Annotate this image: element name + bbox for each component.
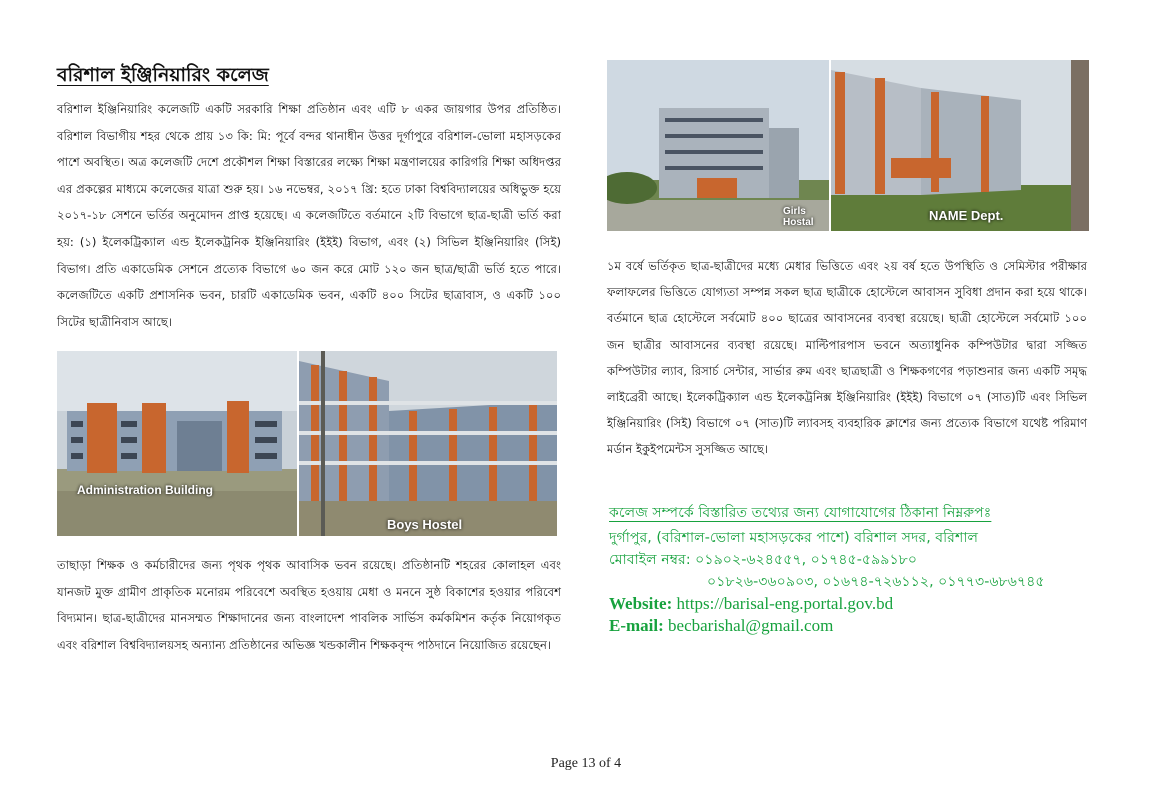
facilities-paragraph: তাছাড়া শিক্ষক ও কর্মচারীদের জন্য পৃথক পৃথক আবাসিক ভবন রয়েছে। প্রতিষ্ঠানটি শহরের কোলাহল এবং যানজট মুক্ত গ্রামীণ প্রাকৃতিক মনোরম পরিবেশে অবস্থিত হওয়ায় মেধা ও মননে সুষ্ঠ বিকাশের হওয়ার পরিবেশ বিদ্যমান। ছাত্র-ছাত্রীদের মানসম্মত শিক্ষাদানের জন্য বাংলাদেশ পাবলিক সার্ভিস কর্মকমিশন কর্তৃক নিয়োগকৃত এবং বরিশাল বিশ্ববিদ্যালয়সহ অন্যান্য প্রতিষ্ঠানের অভিজ্ঞ খন্ডকালীন শিক্ষকবৃন্দ পাঠদানে নিয়োজিত রয়েছেন। xyxy=(57,558,561,652)
mobile-label: মোবাইল নম্বর: xyxy=(609,552,691,568)
website-row xyxy=(609,593,1079,615)
photo-caption-administration: Administration Building xyxy=(77,483,213,498)
email-link[interactable]: becbarishal@gmail.com xyxy=(668,616,834,635)
photo-caption-boys-hostel: Boys Hostel xyxy=(387,517,463,533)
contact-mobile-row xyxy=(609,549,1079,571)
intro-paragraph: বরিশাল ইঞ্জিনিয়ারিং কলেজটি একটি সরকারি শিক্ষা প্রতিষ্ঠান এবং এটি ৮ একর জায়গার উপর প্রতিষ্ঠিত। বরিশাল বিভাগীয় শহর থেকে প্রায় ১৩ কি: মি: পূর্বে বন্দর থানাধীন উত্তর দূর্গাপুরে বরিশাল-ভোলা মহাসড়কের পাশে অবস্থিত। অত্র কলেজটি দেশে প্রকৌশল শিক্ষা বিস্তারের লক্ষ্যে শিক্ষা মন্ত্রণালয়ের কারিগরি শিক্ষা অধিদপ্তর এর প্রকল্পের মাধ্যমে কলেজের যাত্রা শুরু হয়। ১৬ নভেম্বর, ২০১৭ খ্রি: হতে ঢাকা বিশ্ববিদ্যালয়ের অধিভুক্ত হয়ে ২০১৭-১৮ সেশনে ভর্তির অনুমোদন প্রাপ্ত হয়েছে। এ কলেজটিতে বর্তমানে ২টি বিভাগে ছাত্র-ছাত্রী ভর্তি করা হয়: (১) ইলেকট্রিক্যাল এন্ড ইলেকট্রনিক ইঞ্জিনিয়ারিং (ইইই) বিভাগ, এবং (২) সিভিল ইঞ্জিনিয়ারিং (সিই) বিভাগ। প্রতি একাডেমিক সেশনে প্রত্যেক বিভাগে ৬০ জন করে মোট ১২০ জন ছাত্র/ছাত্রী ভর্তি হতে পারে। কলেজটিতে একটি প্রশাসনিক ভবন, চারটি একাডেমিক ভবন, একটি ৪০০ সিটের ছাত্রাবাস, ও একটি ১০০ সিটের ছাত্রীনিবাস আছে। xyxy=(57,102,561,329)
girls-hostel-photo xyxy=(607,60,829,231)
photo-row-left xyxy=(57,351,557,536)
website-link[interactable]: https://barisal-eng.portal.gov.bd xyxy=(676,594,894,613)
website-label: Website: xyxy=(609,594,673,613)
mobile-numbers-1: ০১৯০২-৬২৪৫৫৭, ০১৭৪৫-৫৯৯১৮০ xyxy=(695,552,918,568)
page-number: Page 13 of 4 xyxy=(550,756,622,771)
photo-row-right xyxy=(607,60,1089,231)
name-dept-photo xyxy=(831,60,1089,231)
administration-building-photo xyxy=(57,351,297,536)
contact-address: দুর্গাপুর, (বরিশাল-ভোলা মহাসড়কের পাশে) বরিশাল সদর, বরিশাল xyxy=(609,530,979,546)
left-column xyxy=(57,62,561,658)
boys-hostel-photo xyxy=(299,351,557,536)
page-title: বরিশাল ইঞ্জিনিয়ারিং কলেজ xyxy=(57,64,269,86)
hostel-paragraph: ১ম বর্ষে ভর্তিকৃত ছাত্র-ছাত্রীদের মধ্যে মেধার ভিত্তিতে এবং ২য় বর্ষ হতে উপস্থিতি ও সেমিস্টার পরীক্ষার ফলাফলের ভিত্তিতে যোগ্যতা সম্পন্ন সকল ছাত্র ছাত্রীকে হোস্টেলে আবাসন সুবিধা প্রদান করা হয়ে থাকে। বর্তমানে ছাত্র হোস্টেলে সর্বমোট ৪০০ ছাত্রের আবাসনের ব্যবস্থা রয়েছে। ছাত্রী হোস্টেলে সর্বমোট ১০০ জন ছাত্রীর আবাসনের ব্যবস্থা রয়েছে। মাল্টিপারপাস ভবনে অত্যাধুনিক কম্পিউটার দ্বারা সজ্জিত কম্পিউটার ল্যাব, রিসার্চ সেন্টার, সার্ভার রুম এবং ছাত্রছাত্রী ও শিক্ষকগণের পড়াশুনার জন্য একটি সমৃদ্ধ লাইব্রেরী আছে। ইলেকট্রিক্যাল এন্ড ইলেকট্রনিক্স ইঞ্জিনিয়ারিং (ইইই) বিভাগে ০৭ (সাত)টি এবং সিভিল ইঞ্জিনিয়ারিং (সিই) বিভাগে ০৭ (সাত)টি ল্যাবসহ ব্যবহারিক ক্লাশের জন্য প্রত্যেক বিভাগে যথেষ্ট পরিমাণ মর্ডান ইকুইপমেন্টস সুসজ্জিত আছে। xyxy=(607,259,1087,457)
photo-caption-girls-hostel: Girls Hostal xyxy=(783,206,814,228)
email-label: E-mail: xyxy=(609,616,664,635)
right-column xyxy=(607,60,1087,463)
contact-heading: কলেজ সম্পর্কে বিস্তারিত তথ্যের জন্য যোগাযোগের ঠিকানা নিম্নরুপঃ xyxy=(609,505,992,521)
contact-block xyxy=(609,502,1079,637)
mobile-numbers-2: ০১৮২৬-৩৬০৯০৩, ০১৬৭৪-৭২৬১১২, ০১৭৭৩-৬৮৬৭৪৫ xyxy=(707,574,1045,590)
photo-caption-name-dept: NAME Dept. xyxy=(929,208,1004,223)
email-row xyxy=(609,615,1079,637)
